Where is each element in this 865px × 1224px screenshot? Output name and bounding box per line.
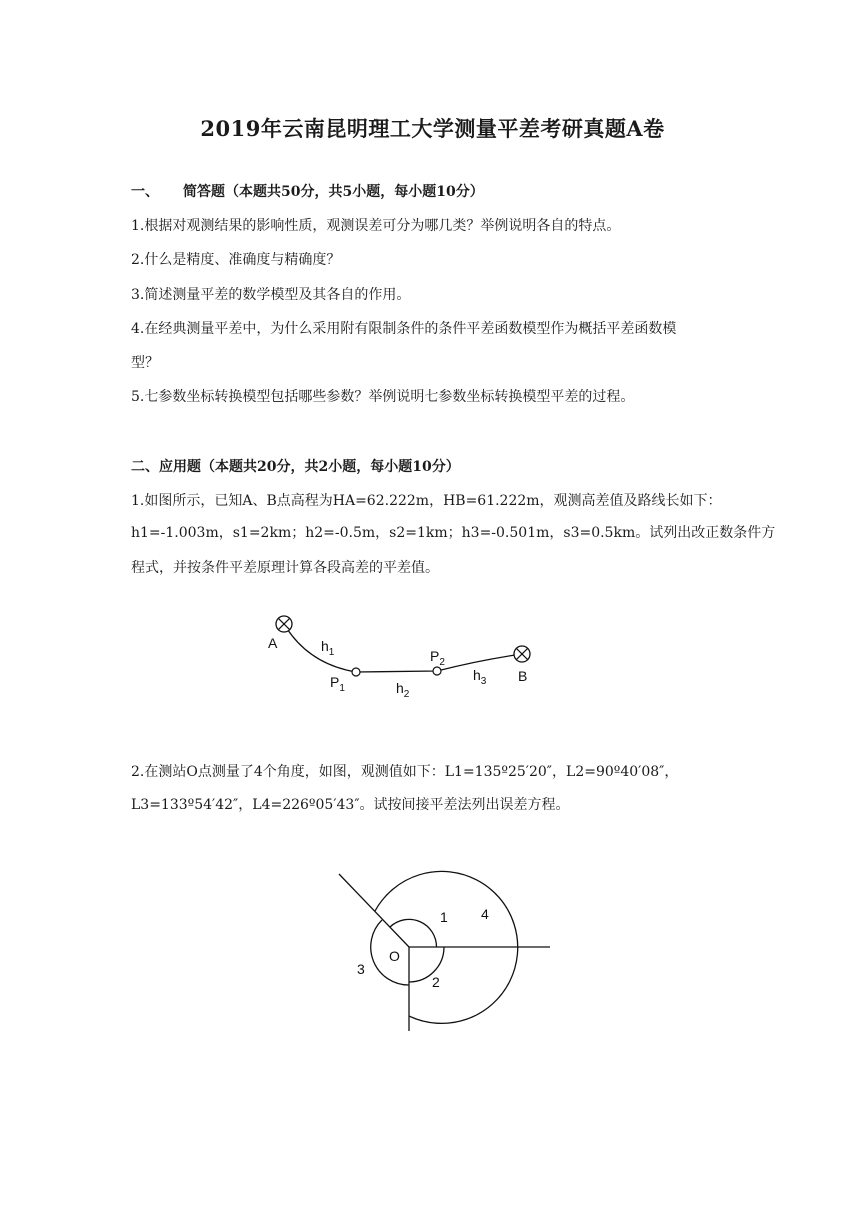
question-2-2-line-1: 2.在测站O点测量了4个角度，如图，观测值如下：L1=135º25′20″，L2=90º40′08″， bbox=[131, 764, 679, 780]
question-1-5: 5.七参数坐标转换模型包括哪些参数？举例说明七参数坐标转换模型平差的过程。 bbox=[131, 389, 635, 405]
question-1-3: 3.简述测量平差的数学模型及其各自的作用。 bbox=[131, 287, 411, 303]
angle-1-label: 1 bbox=[440, 909, 448, 925]
section-2-heading: 二、应用题（本题共20分，共2小题，每小题10分） bbox=[131, 459, 460, 475]
label-p2: $P_2$ bbox=[430, 648, 445, 668]
angle-3-label: 3 bbox=[357, 961, 365, 977]
label-a: A bbox=[268, 635, 278, 651]
question-2-1-line-1: 1.如图所示，已知A、B点高程为HA=62.222m，HB=61.222m，观测高差值及路线长如下： bbox=[131, 493, 722, 509]
page-title: 2019年云南昆明理工大学测量平差考研真题A卷 bbox=[200, 116, 665, 141]
question-1-1: 1.根据对观测结果的影响性质，观测误差可分为哪几类？举例说明各自的特点。 bbox=[131, 218, 621, 234]
label-b: B bbox=[518, 668, 528, 684]
label-h1: $h_1$ bbox=[321, 638, 335, 658]
question-1-4: 4.在经典测量平差中，为什么采用附有限制条件的条件平差函数模型作为概括平差函数模 bbox=[131, 321, 677, 337]
question-1-4-cont: 型？ bbox=[131, 355, 159, 371]
question-1-2: 2.什么是精度、准确度与精确度？ bbox=[131, 252, 341, 268]
label-p1: $P_1$ bbox=[330, 674, 345, 694]
label-o: O bbox=[389, 948, 400, 964]
label-h3: $h_3$ bbox=[473, 667, 487, 687]
angle-1-arc bbox=[390, 919, 437, 947]
angle-2-label: 2 bbox=[432, 974, 440, 990]
angle-4-label: 4 bbox=[481, 906, 489, 922]
label-h2: $h_2$ bbox=[396, 680, 410, 700]
question-2-2-line-2: L3=133º54′42″，L4=226º05′43″。试按间接平差法列出误差方程。 bbox=[131, 797, 570, 813]
question-2-1-line-2: h1=-1.003m，s1=2km；h2=-0.5m，s2=1km；h3=-0.501m，s3=0.5km。试列出改正数条件方 bbox=[131, 525, 776, 541]
question-2-1-line-3: 程式，并按条件平差原理计算各段高差的平差值。 bbox=[131, 560, 439, 576]
section-1-title: 简答题（本题共50分，共5小题，每小题10分） bbox=[183, 184, 484, 200]
section-1-number: 一、 bbox=[131, 184, 159, 200]
